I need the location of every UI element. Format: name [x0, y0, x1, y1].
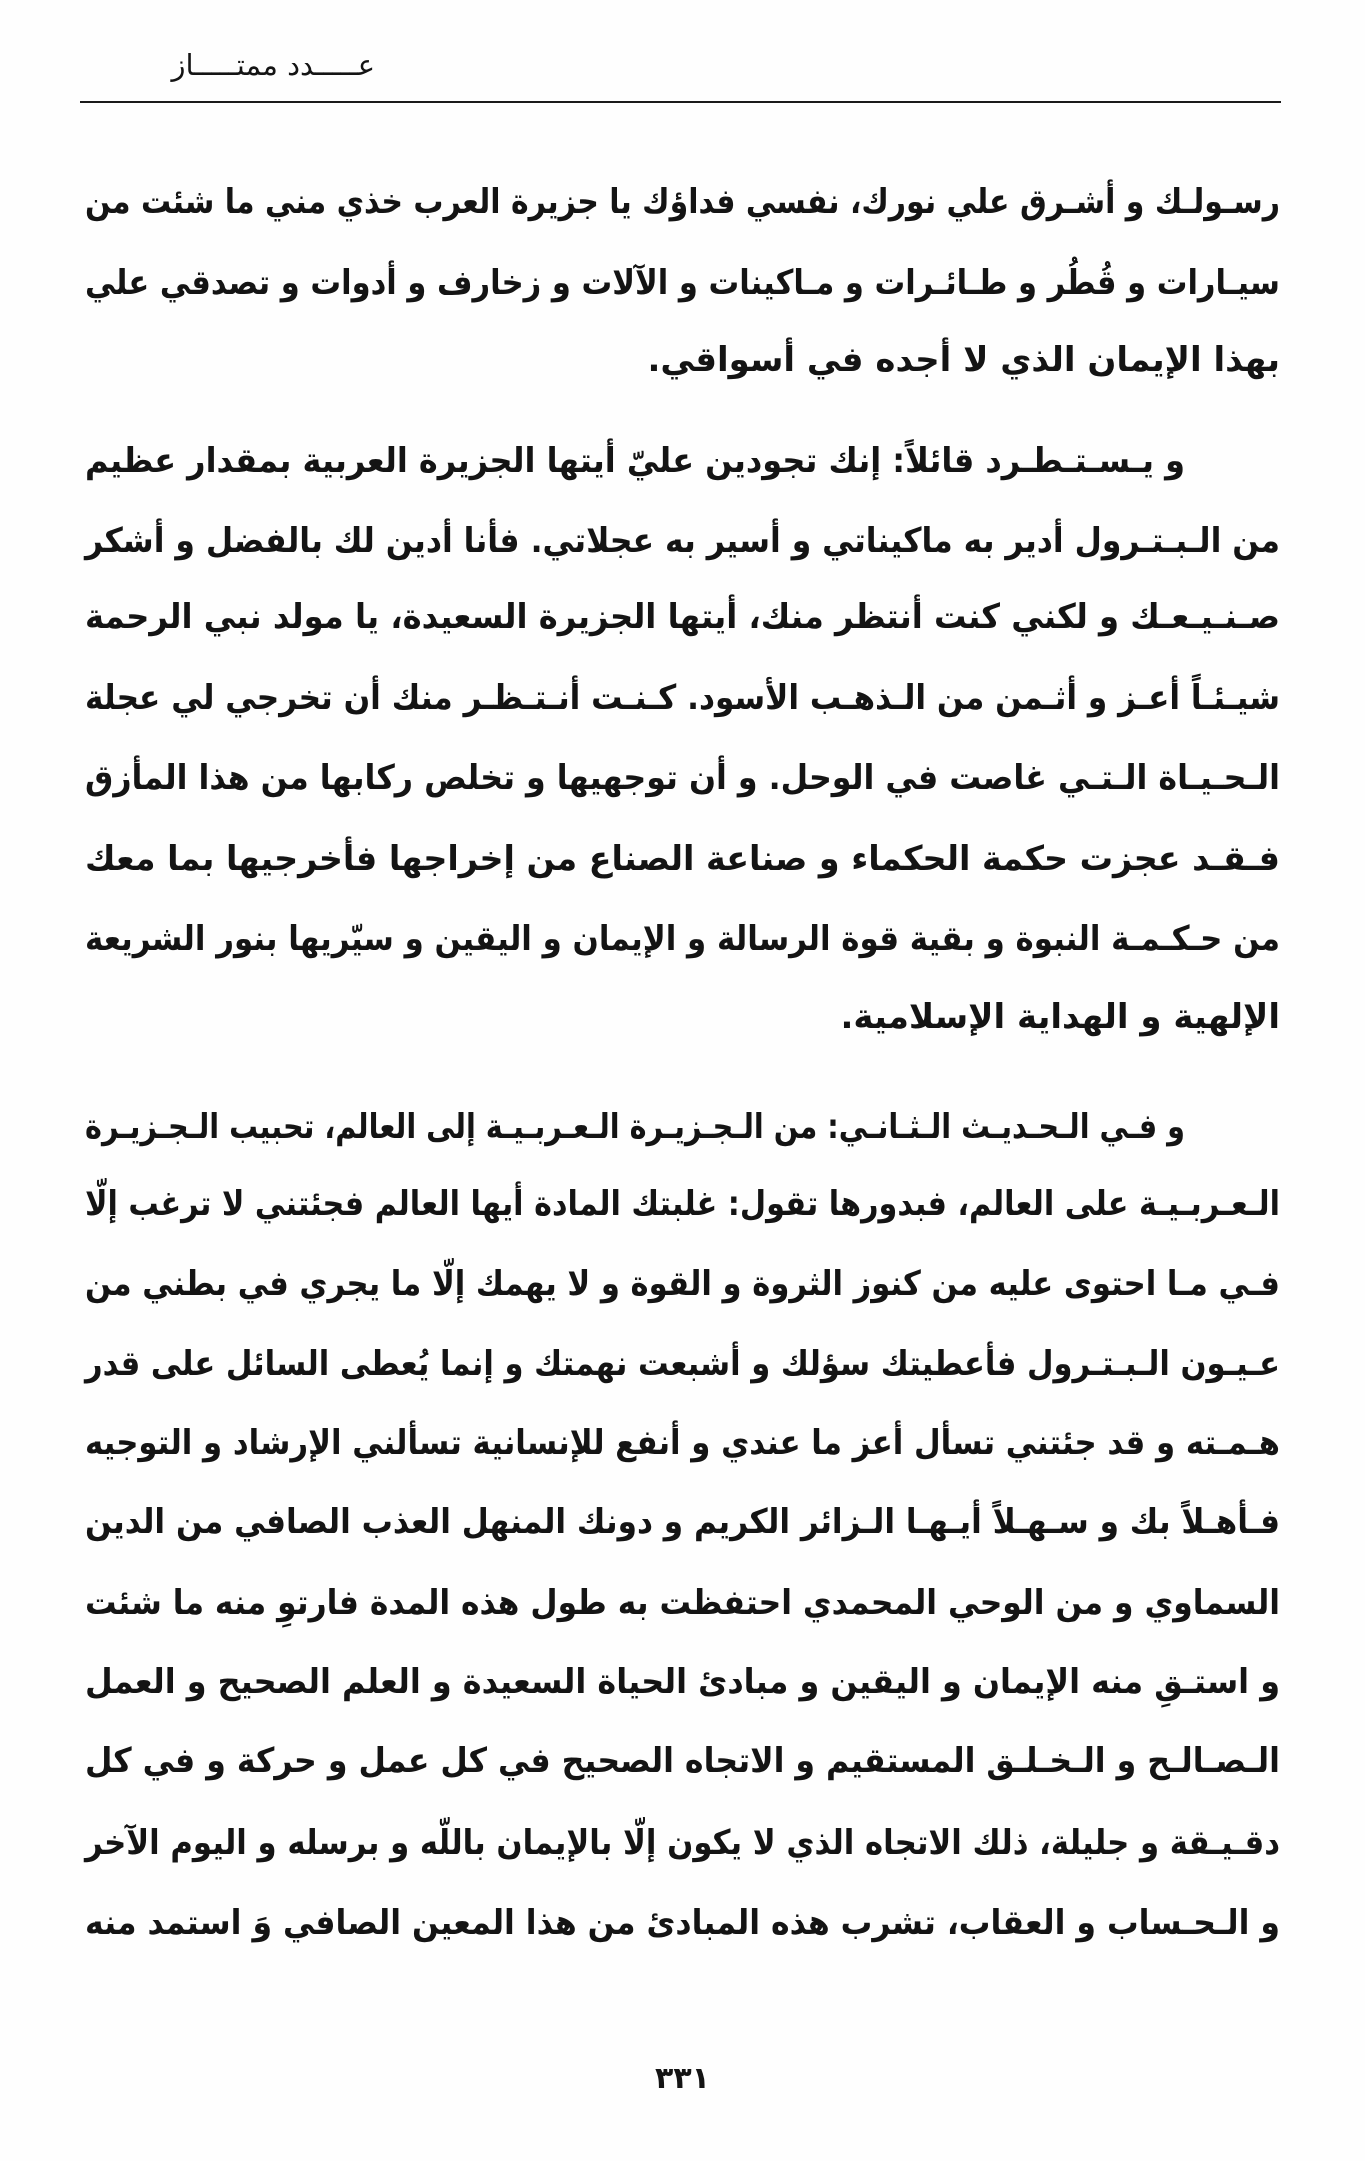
header-rule: [80, 101, 1281, 103]
text-line: سيـارات و قُطُر و طـائـرات و مـاكينات و الآلات و زخارف و أدوات و تصدقي علي: [84, 263, 1280, 303]
text-line: الإلهية و الهداية الإسلامية.: [840, 997, 1280, 1037]
text-line: و فـي الـحـديـث الـثـانـي: من الـجـزيـرة الـعـربـيـة إلى العالم، تحبيب الـجـزيـرة: [84, 1107, 1185, 1147]
text-line: دقـيـقة و جليلة، ذلك الاتجاه الذي لا يكون إلّا بالإيمان باللّه و برسله و اليوم الآخر: [84, 1823, 1280, 1863]
text-line: و الـحـساب و العقاب، تشرب هذه المبادئ من هذا المعين الصافي وَ استمد منه: [85, 1903, 1280, 1943]
text-line: فـأهـلاً بك و سـهـلاً أيـهـا الـزائر الكريم و دونك المنهل العذب الصافي من الدين: [85, 1502, 1281, 1542]
running-header: عـــــدد ممتـــــاز: [171, 48, 375, 82]
text-line: الـصـالـح و الـخـلـق المستقيم و الاتجاه الصحيح في كل عمل و حركة و في كل: [85, 1741, 1281, 1781]
text-line: رسـولـك و أشـرق علي نورك، نفسي فداؤك يا جزيرة العرب خذي مني ما شئت من: [85, 182, 1281, 222]
text-line: الـحـيـاة الـتـي غاصت في الوحل. و أن توجهيها و تخلص ركابها من هذا المأزق: [84, 758, 1281, 798]
text-line: و استـقِ منه الإيمان و اليقين و مبادئ الحياة السعيدة و العلم الصحيح و العمل: [85, 1662, 1281, 1702]
text-line: السماوي و من الوحي المحمدي احتفظت به طول هذه المدة فارتوِ منه ما شئت: [84, 1583, 1280, 1623]
page-number: ٣٣١: [655, 2061, 710, 2096]
text-line: فـي مـا احتوى عليه من كنوز الثروة و القوة و لا يهمك إلّا ما يجري في بطني من: [84, 1264, 1280, 1304]
text-line: فـقـد عجزت حكمة الحكماء و صناعة الصناع من إخراجها فأخرجيها بما معك: [85, 839, 1281, 879]
text-line: الـعـربـيـة على العالم، فبدورها تقول: غلبتك المادة أيها العالم فجئتني لا ترغب إلّا: [85, 1184, 1280, 1224]
text-line: شيـئـاً أعـز و أثـمن من الـذهـب الأسود. كـنـت أنـتـظـر منك أن تخرجي لي عجلة: [85, 678, 1280, 718]
text-line: هـمـته و قد جئتني تسأل أعز ما عندي و أنفع للإنسانية تسألني الإرشاد و التوجيه: [85, 1423, 1281, 1463]
text-line: و يـسـتـطـرد قائلاً: إنك تجودين عليّ أيتها الجزيرة العربية بمقدار عظيم: [85, 441, 1186, 481]
text-line: بهذا الإيمان الذي لا أجده في أسواقي.: [647, 340, 1280, 380]
text-line: من حـكـمـة النبوة و بقية قوة الرسالة و الإيمان و اليقين و سيّريها بنور الشريعة: [85, 919, 1280, 959]
text-line: صـنـيـعـك و لكني كنت أنتظر منك، أيتها الجزيرة السعيدة، يا مولد نبي الرحمة: [85, 597, 1281, 637]
text-line: عـيـون الـبـتـرول فأعطيتك سؤلك و أشبعت نهمتك و إنما يُعطى السائل على قدر: [84, 1344, 1280, 1384]
text-line: من الـبـتـرول أدير به ماكيناتي و أسير به عجلاتي. فأنا أدين لك بالفضل و أشكر: [85, 521, 1281, 561]
